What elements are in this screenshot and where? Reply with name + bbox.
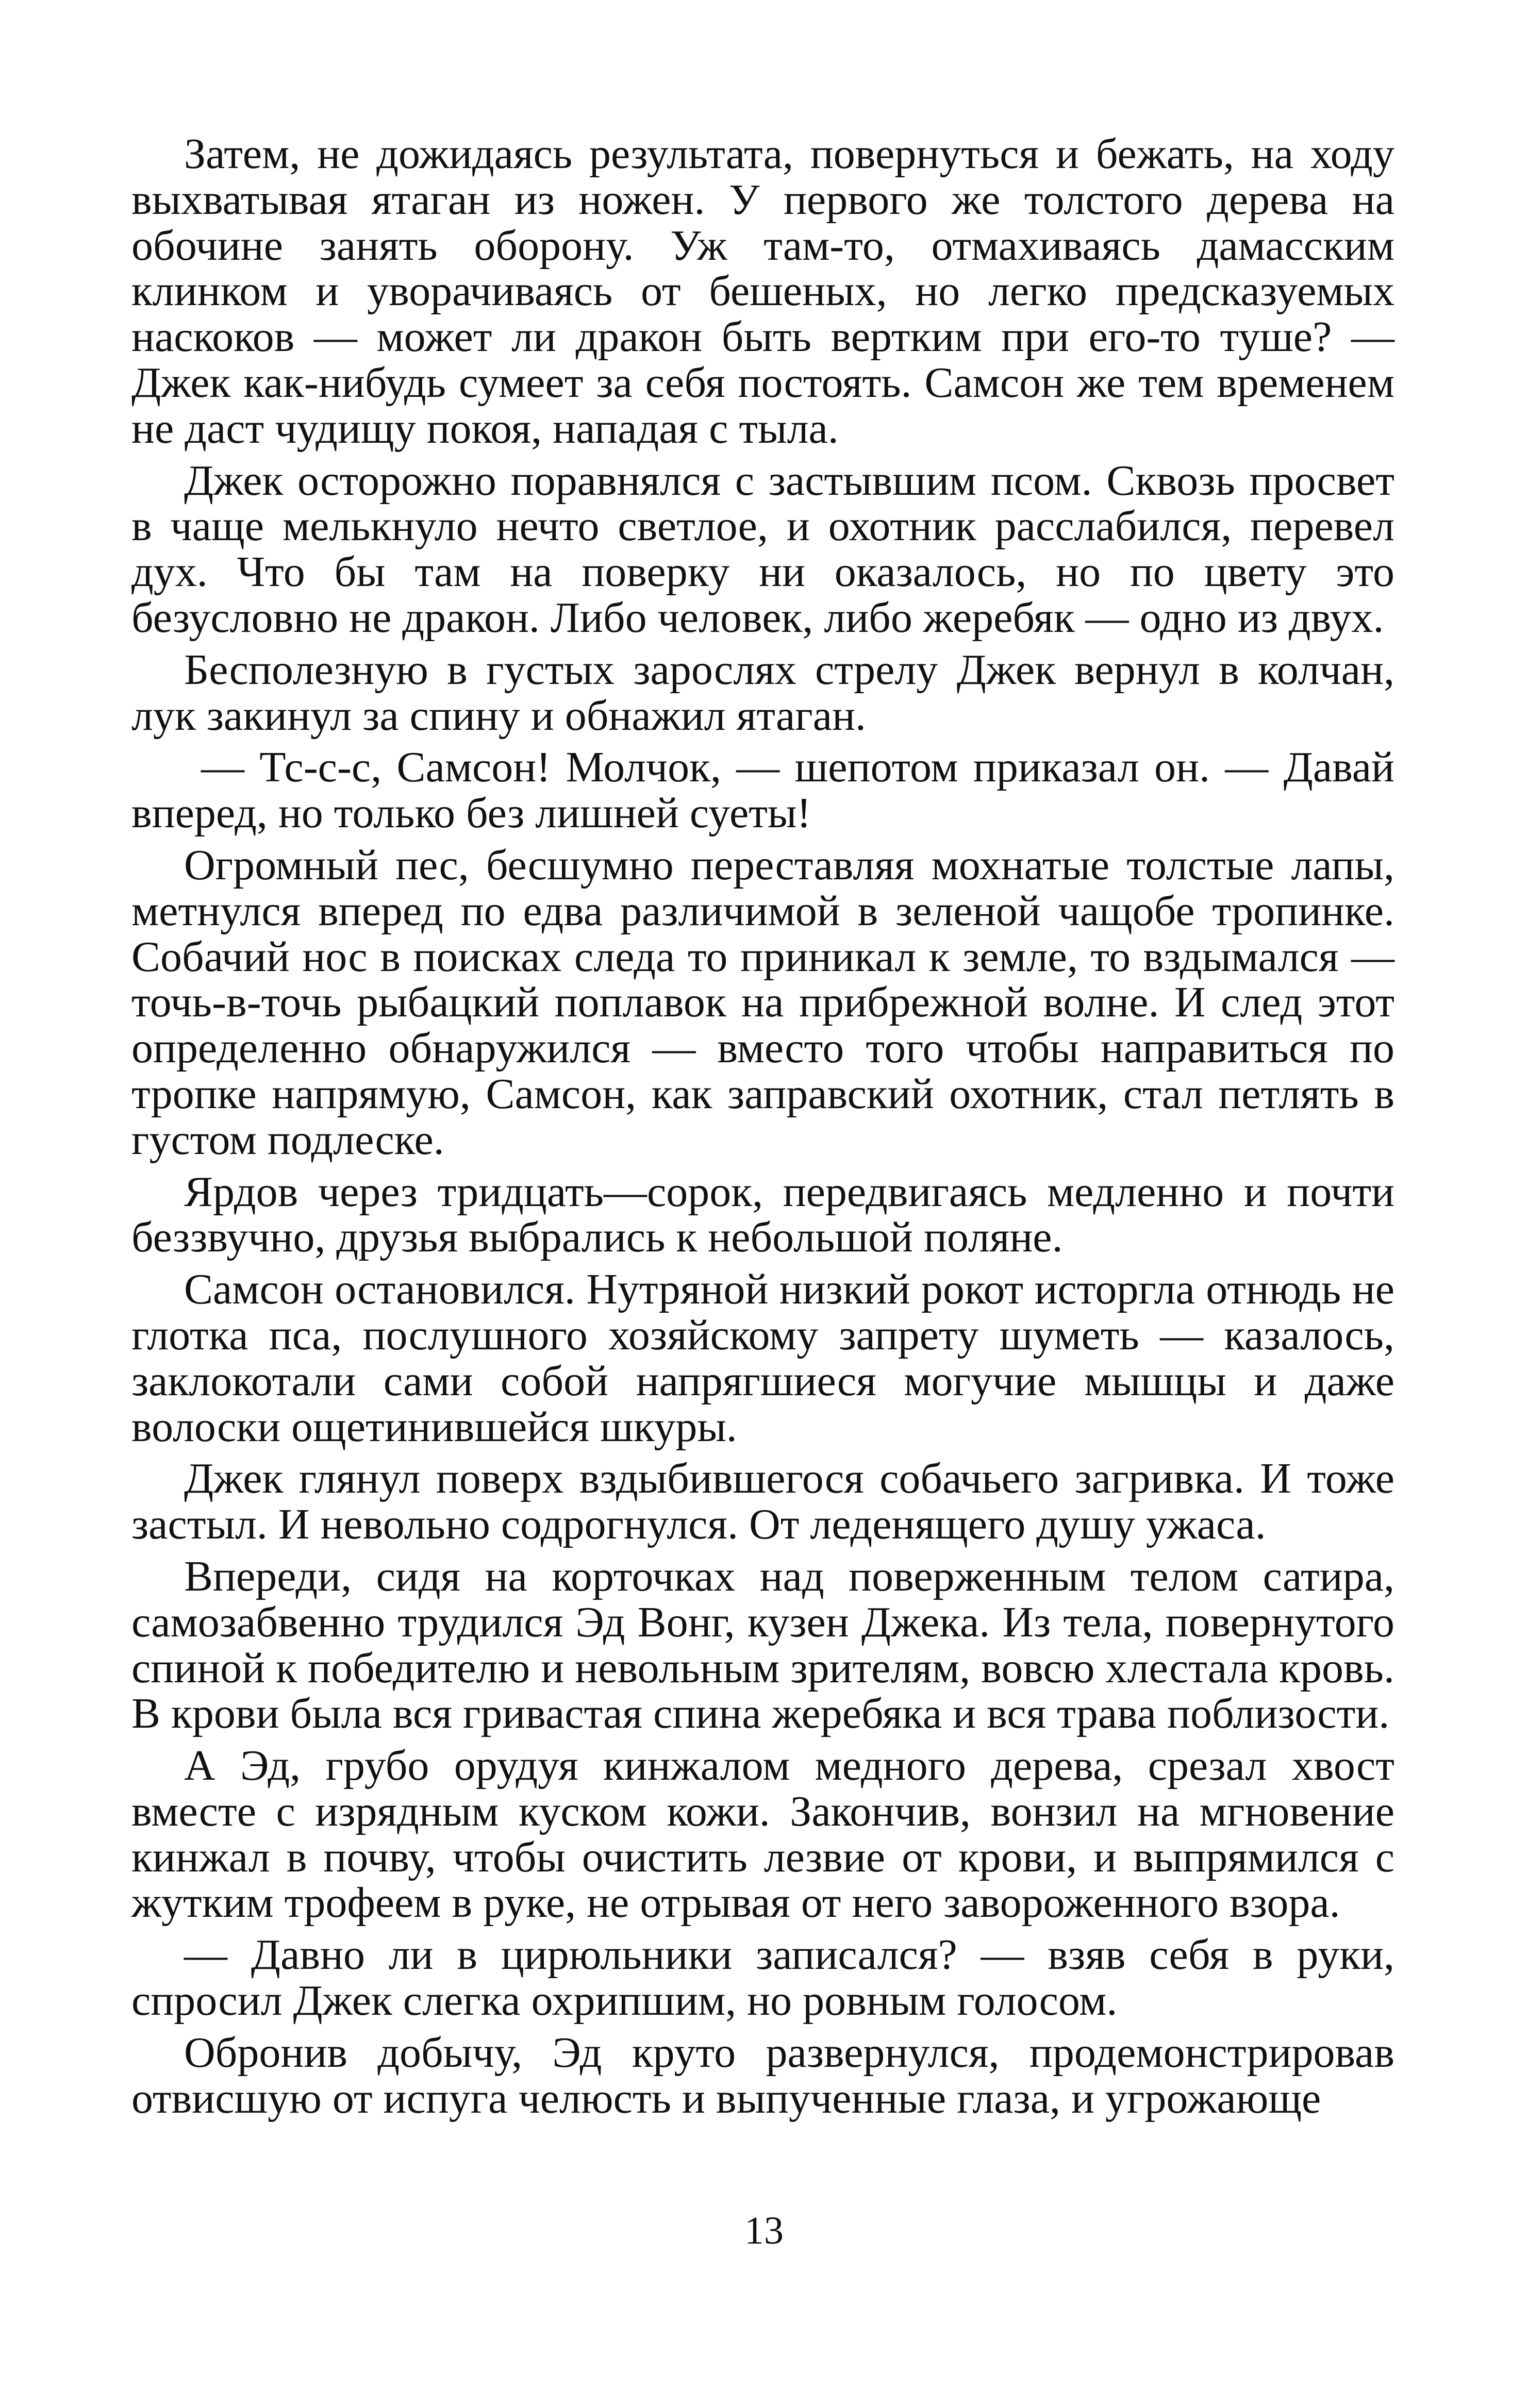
page-number: 13: [744, 2209, 784, 2252]
paragraph-9: Впереди, сидя на корточках над поверженным телом сатира, самозабвенно трудился Эд Вонг, кузен Джека. Из тела, повернутого спиной к победителю и невольным зрителям, вовсю хлестала кровь. В крови была вся гривастая спина жеребяка и вся трава поблизости.: [131, 1552, 1394, 1738]
paragraph-11-dialogue: — Давно ли в цирюльники записался? — взяв себя в руки, спросил Джек слегка охрипшим, но ровным голосом.: [131, 1931, 1394, 2025]
paragraph-6: Ярдов через тридцать—сорок, передвигаясь медленно и почти беззвучно, друзья выбрались к небольшой поляне.: [131, 1167, 1394, 1262]
paragraph-12: Обронив добычу, Эд круто развернулся, продемонстрировав отвисшую от испуга челюсть и выпученные глаза, и угрожающе: [131, 2028, 1394, 2122]
paragraph-4-dialogue: — Тс-с-с, Самсон! Молчок, — шепотом приказал он. — Давай вперед, но только без лишней суеты!: [131, 743, 1394, 838]
body-text: [131, 131, 1394, 2128]
paragraph-8: Джек глянул поверх вздыбившегося собачьего загривка. И тоже застыл. И невольно содрогнулся. От леденящего душу ужаса.: [131, 1454, 1394, 1549]
paragraph-2: Джек осторожно поравнялся с застывшим псом. Сквозь просвет в чаще мелькнуло нечто светлое, и охотник расслабился, перевел дух. Что бы там на поверку ни оказалось, но по цвету это безусловно не дракон. Либо человек, либо жеребяк — одно из двух.: [131, 456, 1394, 642]
paragraph-10: А Эд, грубо орудуя кинжалом медного дерева, срезал хвост вместе с изрядным куском кожи. Закончив, вонзил на мгновение кинжал в почву, чтобы очистить лезвие от крови, и выпрямился с жутким трофеем в руке, не отрывая от него завороженного взора.: [131, 1742, 1394, 1927]
paragraph-5: Огромный пес, бесшумно переставляя мохнатые толстые лапы, метнулся вперед по едва различимой в зеленой чащобе тропинке. Собачий нос в поисках следа то приникал к земле, то вздымался — точь-в-точь рыбацкий поплавок на прибрежной волне. И след этот определенно обнаружился — вместо того чтобы направиться по тропке напрямую, Самсон, как заправский охотник, стал петлять в густом подлеске.: [131, 841, 1394, 1164]
paragraph-1: Затем, не дожидаясь результата, повернуться и бежать, на ходу выхватывая ятаган из ножен. У первого же толстого дерева на обочине занять оборону. Уж там-то, отмахиваясь дамасским клинком и уворачиваясь от бешеных, но легко предсказуемых наскоков — может ли дракон быть вертким при его-то туше? — Джек как-нибудь сумеет за себя постоять. Самсон же тем временем не даст чудищу покоя, нападая с тыла.: [131, 130, 1394, 453]
paragraph-3: Бесполезную в густых зарослях стрелу Джек вернул в колчан, лук закинул за спину и обнажил ятаган.: [131, 645, 1394, 740]
paragraph-7: Самсон остановился. Нутряной низкий рокот исторгла отнюдь не глотка пса, послушного хозяйскому запрету шуметь — казалось, заклокотали сами собой напрягшиеся могучие мышцы и даже волоски ощетинившейся шкуры.: [131, 1265, 1394, 1451]
